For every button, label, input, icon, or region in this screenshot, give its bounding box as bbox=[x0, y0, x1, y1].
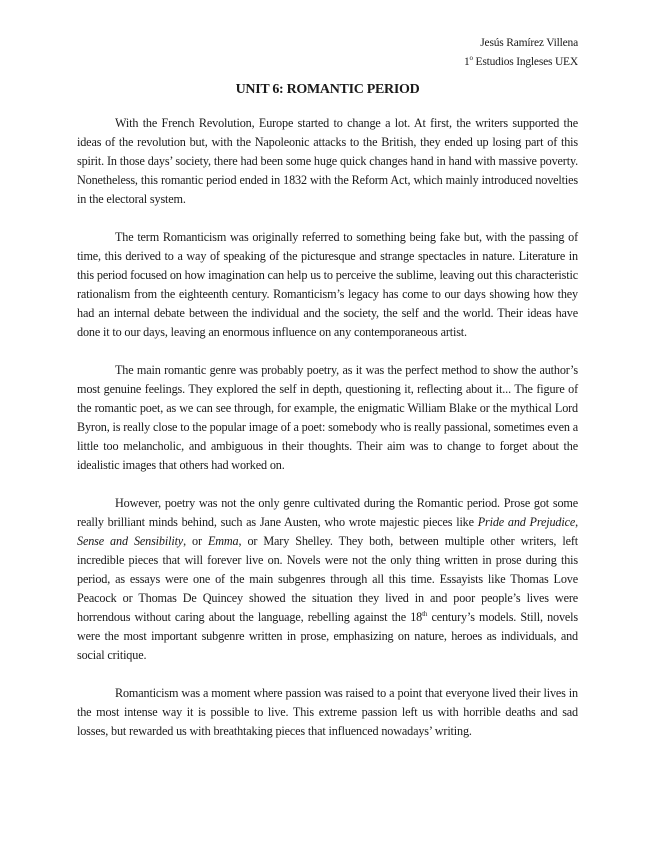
course-number: 1 bbox=[463, 55, 470, 68]
title-pride-and-prejudice: Pride and Prejudice bbox=[477, 514, 576, 529]
document-page bbox=[77, 36, 578, 753]
paragraph-french-revolution: With the French Revolution, Europe started to change a lot. At first, the writers supported the ideas of the revolution but, with the Napoleonic attacks to the British, they ended up losing part of this spirit. In those days’ society, there had been some huge quick changes hand in hand with massive poverty. Nonetheless, this romantic period ended in 1832 with the Reform Act, which mainly introduced novelties in the electoral system. bbox=[77, 115, 578, 206]
title-sense-and-sensibility: Sense and Sensibility bbox=[77, 533, 184, 548]
course-ordinal: o bbox=[469, 54, 473, 62]
prose-text-5: century’s models. Still, novels were the most important subgenre written in prose, emphasizing on nature, heroes as individuals, and social critique. bbox=[77, 609, 578, 662]
prose-text-4: , or Mary Shelley. They both, between multiple other writers, left incredible pieces that will forever live on. Novels were not the only thing written in prose during this period, as essays were one of the main subgenres through all this time. Essayists like Thomas Love Peacock or Thomas De Quincey showed the situation they lived in and poor people’s lives were horrendous without caring about the language, rebelling against the 18 bbox=[77, 533, 579, 624]
title-emma: Emma bbox=[207, 533, 239, 548]
document-title: UNIT 6: ROMANTIC PERIOD bbox=[235, 81, 420, 97]
prose-text-2: , bbox=[575, 514, 579, 529]
prose-text-3: , or bbox=[183, 533, 208, 548]
paragraph-poetry: The main romantic genre was probably poetry, as it was the perfect method to show the author’s most genuine feelings. They explored the self in depth, questioning it, reflecting about it... The figure of the romantic poet, as we can see through, for example, the enigmatic William Blake or the mythical Lord Byron, is really close to the popular image of a poet: somebody who is really passional, sometimes even a little too melancholic, and ambiguous in their thoughts. Their aim was to change to forget about the idealistic images that others had worked on. bbox=[77, 362, 578, 472]
ordinal-superscript: th bbox=[422, 609, 428, 618]
author-name: Jesús Ramírez Villena bbox=[480, 37, 578, 49]
prose-text-1: However, poetry was not the only genre cultivated during the Romantic period. Prose got some really brilliant minds behind, such as Jane Austen, who wrote majestic pieces like bbox=[77, 495, 578, 529]
course-name: Estudios Ingleses UEX bbox=[472, 55, 578, 68]
paragraph-romanticism-term: The term Romanticism was originally referred to something being fake but, with the passing of time, this derived to a way of speaking of the picturesque and strange spectacles in nature. Literature in this period focused on how imagination can help us to perceive the sublime, leaving out this characteristic rationalism from the eighteenth century. Romanticism’s legacy has come to our days showing how they had an internal debate between the individual and the society, the self and the world. Their ideas have done it to our days, leaving an enormous influence on any contemporaneous artist. bbox=[77, 229, 578, 339]
paragraph-prose bbox=[77, 494, 578, 665]
paragraph-conclusion: Romanticism was a moment where passion was raised to a point that everyone lived their lives in the most intense way it is possible to live. This extreme passion left us with horrible deaths and sad losses, but rewarded us with breathtaking pieces that influenced nowadays’ writing. bbox=[77, 685, 578, 738]
course-line bbox=[77, 51, 578, 70]
page-header bbox=[77, 36, 578, 70]
